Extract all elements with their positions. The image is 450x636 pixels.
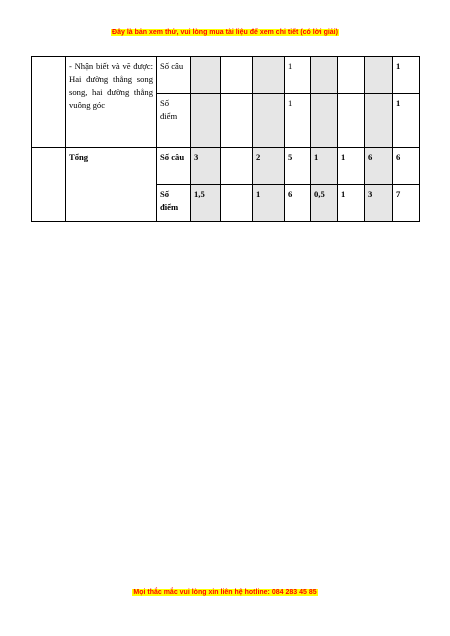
row-label: Số điểm: [157, 94, 191, 148]
table-cell: [191, 57, 221, 94]
preview-notice-text: Đây là bản xem thử, vui lòng mua tài liệu để xem chi tiết (có lời giải): [112, 29, 338, 36]
hotline-banner: [0, 589, 450, 596]
table-cell: 6: [393, 148, 420, 185]
table-cell: [191, 94, 221, 148]
table-cell: 1: [311, 148, 338, 185]
row-label: Số câu: [157, 148, 191, 185]
score-matrix-table: [31, 56, 420, 222]
table-cell: 0,5: [311, 185, 338, 222]
table-row: [32, 57, 420, 94]
table-cell: 1: [338, 148, 365, 185]
table-cell: 1: [253, 185, 285, 222]
table-cell: 7: [393, 185, 420, 222]
preview-notice-banner: [0, 29, 450, 36]
table-cell: [338, 94, 365, 148]
table-cell: [365, 94, 393, 148]
row-label: Số điểm: [157, 185, 191, 222]
table-cell: [221, 94, 253, 148]
empty-topic-cell: [32, 57, 66, 148]
table-cell: 2: [253, 148, 285, 185]
table-cell: [311, 94, 338, 148]
topic-description: - Nhận biết và vẽ được: Hai đường thẳng song song, hai đường thẳng vuông góc: [66, 57, 157, 148]
total-label: Tổng: [66, 148, 157, 222]
table-cell: 1: [393, 57, 420, 94]
table-cell: [253, 94, 285, 148]
table-cell: 3: [191, 148, 221, 185]
table-cell: 1: [285, 57, 311, 94]
row-label: Số câu: [157, 57, 191, 94]
table-cell: [221, 185, 253, 222]
empty-topic-cell: [32, 148, 66, 222]
hotline-text: Mọi thắc mắc vui lòng xin liên hệ hotline: 084 283 45 85: [133, 589, 317, 596]
table-cell: [311, 57, 338, 94]
table-cell: 6: [285, 185, 311, 222]
table-cell: 1: [338, 185, 365, 222]
table-cell: 5: [285, 148, 311, 185]
table-cell: 1: [285, 94, 311, 148]
table-cell: [253, 57, 285, 94]
table-cell: [365, 57, 393, 94]
table-cell: 3: [365, 185, 393, 222]
table-cell: 6: [365, 148, 393, 185]
table-cell: 1: [393, 94, 420, 148]
table-row: [32, 148, 420, 185]
table-cell: [338, 57, 365, 94]
table-cell: [221, 57, 253, 94]
table-cell: 1,5: [191, 185, 221, 222]
table-cell: [221, 148, 253, 185]
